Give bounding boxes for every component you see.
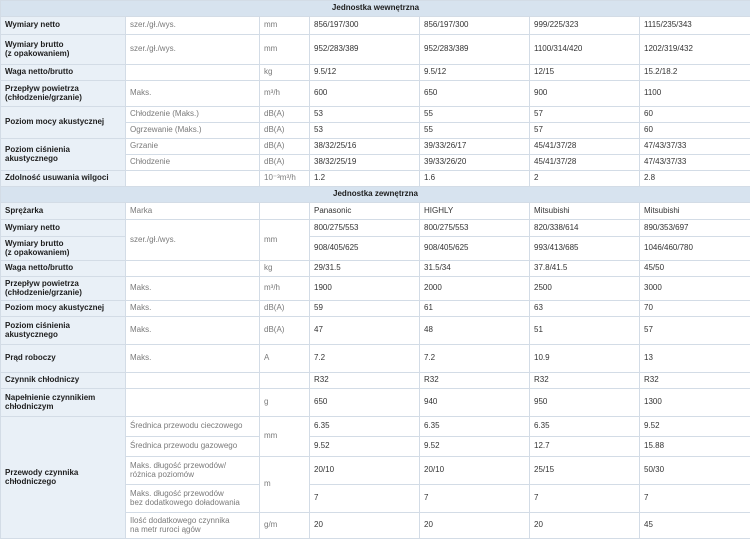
value-cell: 60 <box>640 107 750 123</box>
sub-label <box>126 65 260 81</box>
value-cell: 39/33/26/17 <box>420 139 530 155</box>
value-cell: 2500 <box>530 277 640 301</box>
value-cell: 12.7 <box>530 437 640 457</box>
value-cell: 890/353/697 <box>640 220 750 237</box>
value-cell: 950 <box>530 389 640 417</box>
sub-label: Ogrzewanie (Maks.) <box>126 123 260 139</box>
value-cell: 10.9 <box>530 345 640 373</box>
table-row <box>1 389 750 417</box>
unit-cell: A <box>260 345 310 373</box>
value-cell: 9.52 <box>310 437 420 457</box>
unit-cell: kg <box>260 261 310 277</box>
value-cell: 1046/460/780 <box>640 237 750 261</box>
sub-label <box>126 389 260 417</box>
value-cell: 53 <box>310 123 420 139</box>
value-cell: 29/31.5 <box>310 261 420 277</box>
value-cell: 60 <box>640 123 750 139</box>
value-cell: 800/275/553 <box>310 220 420 237</box>
value-cell: HIGHLY <box>420 203 530 220</box>
value-cell: 940 <box>420 389 530 417</box>
value-cell: 999/225/323 <box>530 17 640 35</box>
unit-cell <box>260 373 310 389</box>
table-row <box>1 203 750 220</box>
table-row <box>1 301 750 317</box>
value-cell: 908/405/625 <box>420 237 530 261</box>
unit-cell: m <box>260 457 310 513</box>
value-cell: 20 <box>530 513 640 539</box>
value-cell: 20/10 <box>310 457 420 485</box>
table-row <box>1 373 750 389</box>
table-row <box>1 237 750 261</box>
value-cell: 61 <box>420 301 530 317</box>
value-cell: 7.2 <box>420 345 530 373</box>
unit-cell: m³/h <box>260 81 310 107</box>
value-cell: 57 <box>640 317 750 345</box>
unit-cell: m³/h <box>260 277 310 301</box>
value-cell: 47/43/37/33 <box>640 155 750 171</box>
row-label: Przepływ powietrza (chłodzenie/grzanie) <box>1 81 126 107</box>
row-label: Wymiary brutto (z opakowaniem) <box>1 237 126 261</box>
value-cell: 9.5/12 <box>310 65 420 81</box>
table-row <box>1 261 750 277</box>
table-row <box>1 17 750 35</box>
value-cell: 38/32/25/19 <box>310 155 420 171</box>
table-row <box>1 417 750 437</box>
value-cell: 6.35 <box>310 417 420 437</box>
sub-label: Maks. <box>126 345 260 373</box>
sub-label: szer./gł./wys. <box>126 17 260 35</box>
value-cell: 900 <box>530 81 640 107</box>
table-row <box>1 139 750 155</box>
unit-cell: dB(A) <box>260 155 310 171</box>
value-cell: 38/32/25/16 <box>310 139 420 155</box>
value-cell: 63 <box>530 301 640 317</box>
row-label: Przepływ powietrza (chłodzenie/grzanie) <box>1 277 126 301</box>
value-cell: 2 <box>530 171 640 187</box>
value-cell: 59 <box>310 301 420 317</box>
table-row <box>1 317 750 345</box>
value-cell: R32 <box>640 373 750 389</box>
value-cell: 57 <box>530 107 640 123</box>
value-cell: 952/283/389 <box>420 35 530 65</box>
value-cell: 45/41/37/28 <box>530 139 640 155</box>
value-cell: 25/15 <box>530 457 640 485</box>
value-cell: 7.2 <box>310 345 420 373</box>
value-cell: 47/43/37/33 <box>640 139 750 155</box>
unit-cell: dB(A) <box>260 123 310 139</box>
sub-label: szer./gł./wys. <box>126 35 260 65</box>
value-cell: 9.52 <box>420 437 530 457</box>
table-row <box>1 107 750 123</box>
value-cell: 1.6 <box>420 171 530 187</box>
sub-label: Maks. <box>126 317 260 345</box>
value-cell: 1100 <box>640 81 750 107</box>
value-cell: 47 <box>310 317 420 345</box>
value-cell: 39/33/26/20 <box>420 155 530 171</box>
sub-label: Maks. <box>126 81 260 107</box>
value-cell: 55 <box>420 123 530 139</box>
table-row <box>1 277 750 301</box>
value-cell: 45/41/37/28 <box>530 155 640 171</box>
row-label: Przewody czynnika chłodniczego <box>1 417 126 539</box>
value-cell: 6.35 <box>420 417 530 437</box>
value-cell: 9.5/12 <box>420 65 530 81</box>
value-cell: R32 <box>420 373 530 389</box>
sub-label <box>126 373 260 389</box>
value-cell: 600 <box>310 81 420 107</box>
unit-cell: kg <box>260 65 310 81</box>
sub-label: Maks. <box>126 277 260 301</box>
unit-cell: g <box>260 389 310 417</box>
row-label: Wymiary netto <box>1 220 126 237</box>
unit-cell: dB(A) <box>260 301 310 317</box>
unit-cell <box>260 203 310 220</box>
sub-label: Maks. <box>126 301 260 317</box>
value-cell: 1202/319/432 <box>640 35 750 65</box>
value-cell: 13 <box>640 345 750 373</box>
row-label: Poziom mocy akustycznej <box>1 301 126 317</box>
unit-cell: g/m <box>260 513 310 539</box>
value-cell: 3000 <box>640 277 750 301</box>
row-label: Wymiary netto <box>1 17 126 35</box>
sub-label <box>126 261 260 277</box>
value-cell: 31.5/34 <box>420 261 530 277</box>
sub-label: Ilość dodatkowego czynnika na metr ruroci ągów <box>126 513 260 539</box>
table-row <box>1 35 750 65</box>
value-cell: R32 <box>310 373 420 389</box>
unit-cell: mm <box>260 17 310 35</box>
value-cell: Mitsubishi <box>530 203 640 220</box>
value-cell: 7 <box>310 485 420 513</box>
value-cell: 650 <box>420 81 530 107</box>
value-cell: 7 <box>530 485 640 513</box>
value-cell: 2000 <box>420 277 530 301</box>
value-cell: 53 <box>310 107 420 123</box>
row-label: Napełnienie czynnikiem chłodniczym <box>1 389 126 417</box>
value-cell: 1300 <box>640 389 750 417</box>
sub-label: Marka <box>126 203 260 220</box>
value-cell: 57 <box>530 123 640 139</box>
value-cell: 820/338/614 <box>530 220 640 237</box>
table-row <box>1 81 750 107</box>
sub-label: Średnica przewodu cieczowego <box>126 417 260 437</box>
unit-cell: 10⁻³m³/h <box>260 171 310 187</box>
value-cell: 55 <box>420 107 530 123</box>
sub-label <box>126 171 260 187</box>
unit-cell: mm <box>260 417 310 457</box>
row-label: Poziom ciśnienia akustycznego <box>1 317 126 345</box>
value-cell: 6.35 <box>530 417 640 437</box>
value-cell: 7 <box>420 485 530 513</box>
sub-label: szer./gł./wys. <box>126 220 260 261</box>
row-label: Prąd roboczy <box>1 345 126 373</box>
value-cell: 800/275/553 <box>420 220 530 237</box>
value-cell: 1115/235/343 <box>640 17 750 35</box>
sub-label: Chłodzenie <box>126 155 260 171</box>
section-header: Jednostka zewnętrzna <box>1 187 750 203</box>
value-cell: 20 <box>420 513 530 539</box>
table-row <box>1 171 750 187</box>
value-cell: 952/283/389 <box>310 35 420 65</box>
unit-cell: mm <box>260 35 310 65</box>
table-row <box>1 345 750 373</box>
value-cell: 650 <box>310 389 420 417</box>
value-cell: 15.2/18.2 <box>640 65 750 81</box>
sub-label: Grzanie <box>126 139 260 155</box>
value-cell: Mitsubishi <box>640 203 750 220</box>
value-cell: 48 <box>420 317 530 345</box>
row-label: Zdolność usuwania wilgoci <box>1 171 126 187</box>
value-cell: 1.2 <box>310 171 420 187</box>
value-cell: 856/197/300 <box>310 17 420 35</box>
row-label: Poziom ciśnienia akustycznego <box>1 139 126 171</box>
value-cell: 2.8 <box>640 171 750 187</box>
value-cell: 1900 <box>310 277 420 301</box>
value-cell: 70 <box>640 301 750 317</box>
sub-label: Chłodzenie (Maks.) <box>126 107 260 123</box>
value-cell: 20 <box>310 513 420 539</box>
value-cell: 20/10 <box>420 457 530 485</box>
value-cell: 856/197/300 <box>420 17 530 35</box>
sub-label: Maks. długość przewodów bez dodatkowego doładowania <box>126 485 260 513</box>
table-row <box>1 1 750 17</box>
unit-cell: dB(A) <box>260 107 310 123</box>
value-cell: 45 <box>640 513 750 539</box>
table-row <box>1 65 750 81</box>
unit-cell: dB(A) <box>260 317 310 345</box>
row-label: Sprężarka <box>1 203 126 220</box>
unit-cell: mm <box>260 220 310 261</box>
table-row <box>1 187 750 203</box>
value-cell: 51 <box>530 317 640 345</box>
row-label: Wymiary brutto (z opakowaniem) <box>1 35 126 65</box>
value-cell: 908/405/625 <box>310 237 420 261</box>
row-label: Waga netto/brutto <box>1 261 126 277</box>
value-cell: 9.52 <box>640 417 750 437</box>
value-cell: 50/30 <box>640 457 750 485</box>
value-cell: 45/50 <box>640 261 750 277</box>
value-cell: 37.8/41.5 <box>530 261 640 277</box>
section-header: Jednostka wewnętrzna <box>1 1 750 17</box>
value-cell: 1100/314/420 <box>530 35 640 65</box>
row-label: Waga netto/brutto <box>1 65 126 81</box>
table-row <box>1 220 750 237</box>
sub-label: Maks. długość przewodów/ różnica poziomów <box>126 457 260 485</box>
sub-label: Średnica przewodu gazowego <box>126 437 260 457</box>
value-cell: Panasonic <box>310 203 420 220</box>
row-label: Poziom mocy akustycznej <box>1 107 126 139</box>
unit-cell: dB(A) <box>260 139 310 155</box>
value-cell: 12/15 <box>530 65 640 81</box>
value-cell: 993/413/685 <box>530 237 640 261</box>
value-cell: R32 <box>530 373 640 389</box>
value-cell: 15.88 <box>640 437 750 457</box>
value-cell: 7 <box>640 485 750 513</box>
row-label: Czynnik chłodniczy <box>1 373 126 389</box>
